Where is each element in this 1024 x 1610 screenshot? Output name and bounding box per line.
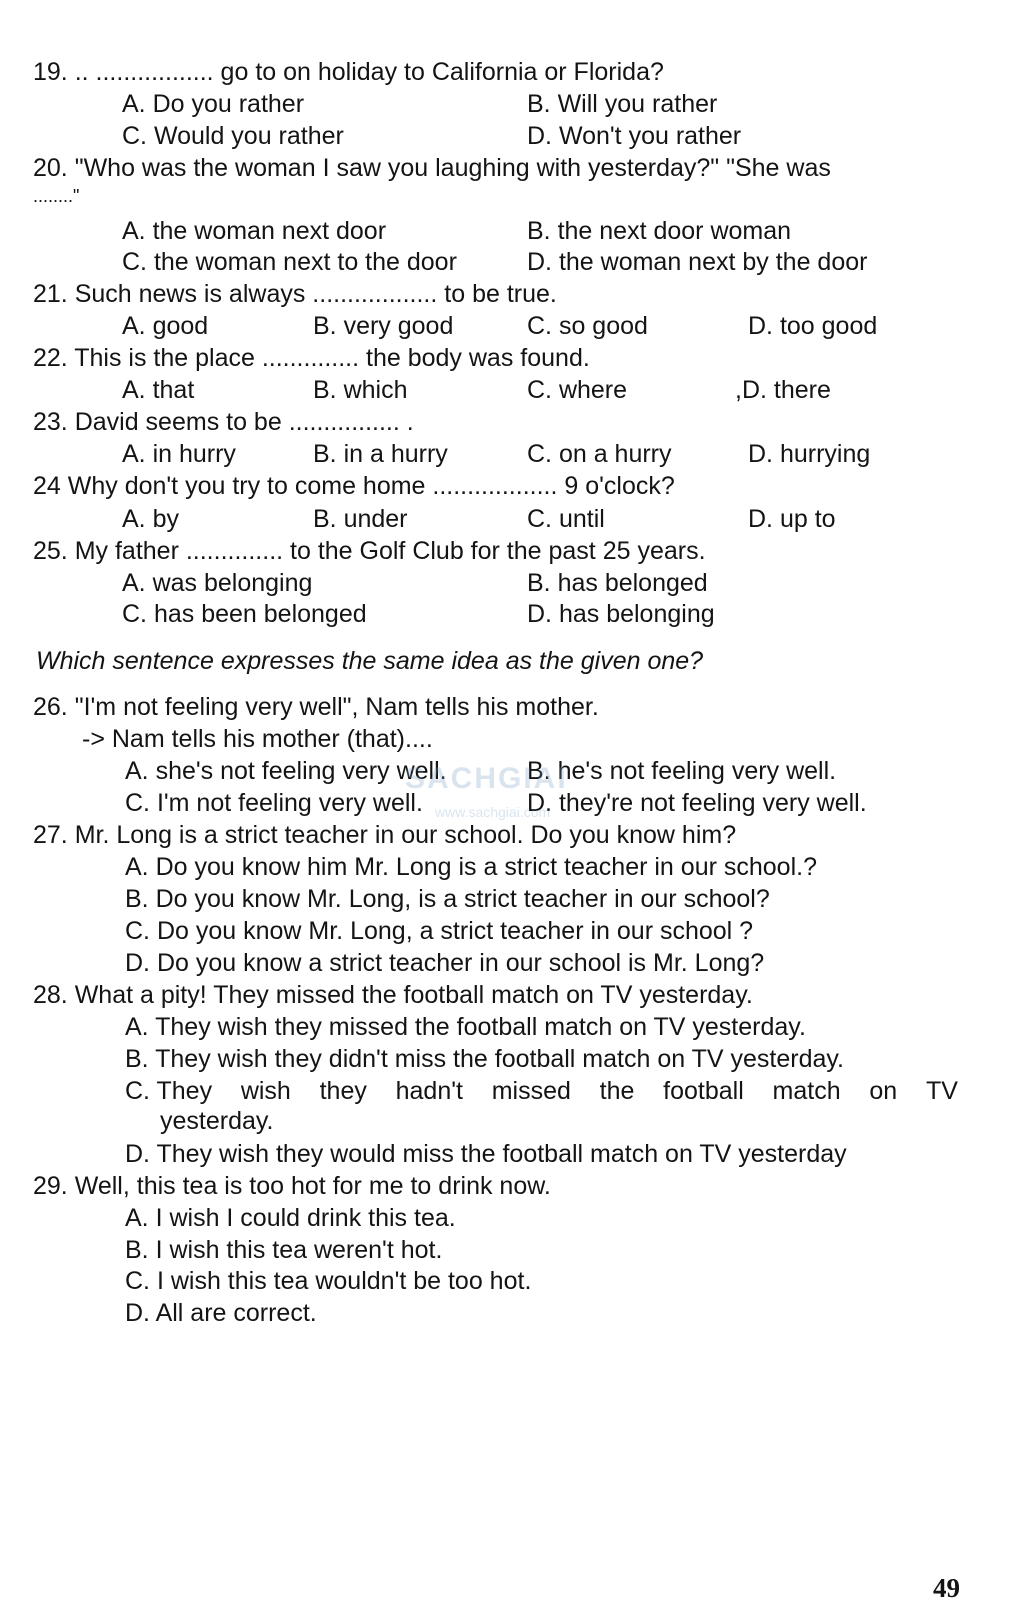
q28-c-word: C. They (125, 1077, 213, 1105)
q19-option-a[interactable]: A. Do you rather (122, 90, 305, 118)
q19-option-d[interactable]: D. Won't you rather (527, 122, 742, 150)
question-26-stem-cont: -> Nam tells his mother (that).... (82, 725, 433, 753)
q25-option-a[interactable]: A. was belonging (122, 569, 313, 597)
q24-option-c[interactable]: C. until (527, 505, 605, 533)
q27-option-a[interactable]: A. Do you know him Mr. Long is a strict teacher in our school.? (125, 853, 817, 881)
q28-option-b[interactable]: B. They wish they didn't miss the football match on TV yesterday. (125, 1045, 845, 1073)
q24-option-b[interactable]: B. under (313, 505, 408, 533)
q28-option-d[interactable]: D. They wish they would miss the football match on TV yesterday (125, 1140, 847, 1168)
q29-option-b[interactable]: B. I wish this tea weren't hot. (125, 1236, 443, 1264)
q29-option-d[interactable]: D. All are correct. (125, 1299, 317, 1327)
watermark-text: SACHGIAI (405, 762, 568, 795)
watermark-url: www.sachgiai.com (435, 804, 551, 820)
q28-c-word: they (319, 1077, 367, 1105)
q20-option-b[interactable]: B. the next door woman (527, 217, 792, 245)
question-27-stem: 27. Mr. Long is a strict teacher in our school. Do you know him? (33, 821, 737, 849)
q28-c-word: wish (240, 1077, 291, 1105)
q27-option-d[interactable]: D. Do you know a strict teacher in our school is Mr. Long? (125, 949, 765, 977)
q23-option-d[interactable]: D. hurrying (748, 440, 871, 468)
question-19-stem: 19. .. ................. go to on holiday to California or Florida? (33, 58, 664, 86)
q24-option-a[interactable]: A. by (122, 505, 179, 533)
q22-option-c[interactable]: C. where (527, 376, 628, 404)
q27-option-c[interactable]: C. Do you know Mr. Long, a strict teacher in our school ? (125, 917, 754, 945)
q22-option-a[interactable]: A. that (122, 376, 195, 404)
q28-c-word: hadn't (395, 1077, 463, 1105)
q20-option-c[interactable]: C. the woman next to the door (122, 248, 457, 276)
q28-option-c-cont: yesterday. (160, 1107, 274, 1135)
q28-c-word: on (869, 1077, 898, 1105)
q22-option-d[interactable]: ,D. there (735, 376, 831, 404)
q21-option-b[interactable]: B. very good (313, 312, 454, 340)
q24-option-d[interactable]: D. up to (748, 505, 836, 533)
question-23-stem: 23. David seems to be ................ . (33, 408, 414, 436)
q28-option-a[interactable]: A. They wish they missed the football match on TV yesterday. (125, 1013, 806, 1041)
question-20-stem-cont: ........" (33, 186, 80, 206)
q23-option-c[interactable]: C. on a hurry (527, 440, 672, 468)
q29-option-c[interactable]: C. I wish this tea wouldn't be too hot. (125, 1267, 532, 1295)
q25-option-c[interactable]: C. has been belonged (122, 600, 367, 628)
q20-option-a[interactable]: A. the woman next door (122, 217, 387, 245)
q25-option-d[interactable]: D. has belonging (527, 600, 715, 628)
question-22-stem: 22. This is the place .............. the body was found. (33, 344, 590, 372)
question-24-stem: 24 Why don't you try to come home .................. 9 o'clock? (33, 472, 675, 500)
question-29-stem: 29. Well, this tea is too hot for me to drink now. (33, 1172, 551, 1200)
section-instruction: Which sentence expresses the same idea as the given one? (36, 647, 704, 675)
q28-option-c[interactable] (125, 1075, 958, 1107)
question-28-stem: 28. What a pity! They missed the football match on TV yesterday. (33, 981, 753, 1009)
q21-option-d[interactable]: D. too good (748, 312, 878, 340)
q23-option-b[interactable]: B. in a hurry (313, 440, 448, 468)
q27-option-b[interactable]: B. Do you know Mr. Long, is a strict teacher in our school? (125, 885, 770, 913)
q23-option-a[interactable]: A. in hurry (122, 440, 236, 468)
q25-option-b[interactable]: B. has belonged (527, 569, 708, 597)
question-25-stem: 25. My father .............. to the Golf Club for the past 25 years. (33, 537, 706, 565)
question-26-stem: 26. "I'm not feeling very well", Nam tells his mother. (33, 693, 599, 721)
q26-option-b[interactable]: B. he's not feeling very well. (527, 757, 837, 785)
q19-option-b[interactable]: B. Will you rather (527, 90, 718, 118)
q26-option-d[interactable]: D. they're not feeling very well. (527, 789, 867, 817)
q28-c-word: match (772, 1077, 841, 1105)
q28-c-word: football (663, 1077, 744, 1105)
q26-option-a[interactable]: A. she's not feeling very well. (125, 757, 447, 785)
q20-option-d[interactable]: D. the woman next by the door (527, 248, 868, 276)
page-number: 49 (933, 1573, 960, 1603)
q28-c-word: missed (491, 1077, 571, 1105)
q26-option-c[interactable]: C. I'm not feeling very well. (125, 789, 423, 817)
q28-c-word: the (599, 1077, 635, 1105)
question-20-stem: 20. "Who was the woman I saw you laughing with yesterday?" "She was (33, 154, 831, 182)
q21-option-a[interactable]: A. good (122, 312, 209, 340)
q28-c-word: TV (925, 1077, 958, 1105)
q22-option-b[interactable]: B. which (313, 376, 408, 404)
q19-option-c[interactable]: C. Would you rather (122, 122, 344, 150)
q29-option-a[interactable]: A. I wish I could drink this tea. (125, 1204, 456, 1232)
q21-option-c[interactable]: C. so good (527, 312, 648, 340)
question-21-stem: 21. Such news is always .................. to be true. (33, 280, 557, 308)
